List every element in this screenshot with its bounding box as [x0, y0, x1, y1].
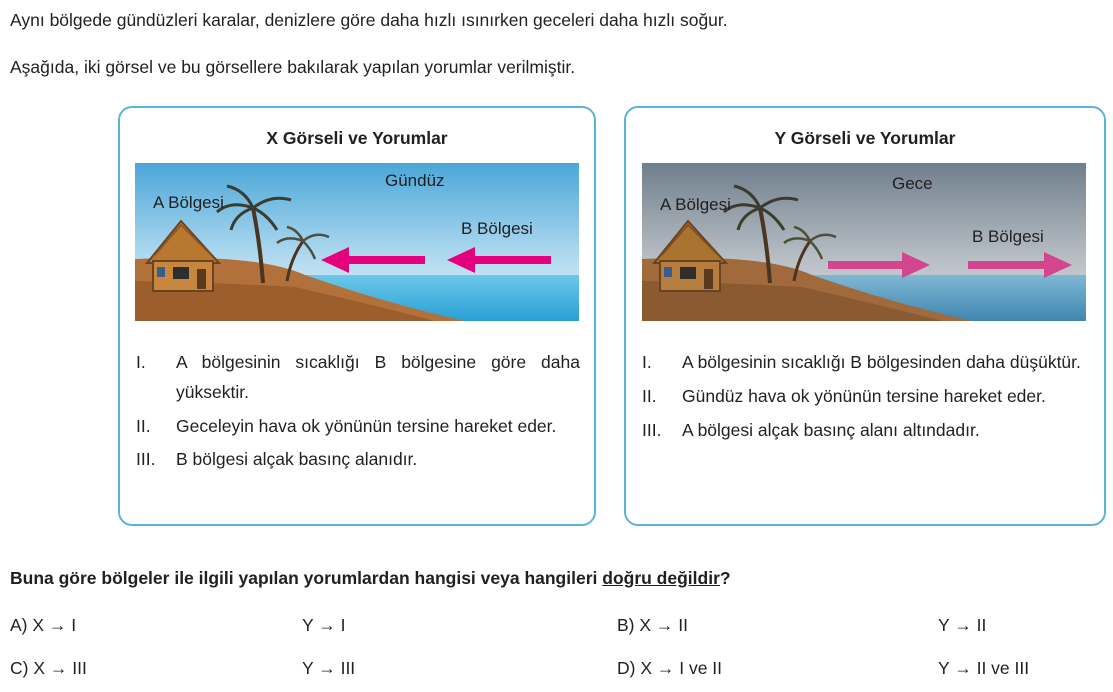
option-a-x[interactable]: A) X → I: [10, 615, 77, 635]
scene-y-label-a: A Bölgesi: [660, 195, 731, 214]
panel-x: [118, 106, 596, 526]
scene-x-illustration: [135, 163, 579, 321]
list-item: I. A bölgesinin sıcaklığı B bölgesinden daha düşüktür.: [642, 352, 1081, 372]
scene-x-time-label: Gündüz: [385, 171, 445, 190]
scene-x-label-b: B Bölgesi: [461, 219, 533, 238]
panel-y: [624, 106, 1106, 526]
list-item: II. Geceleyin hava ok yönünün tersine hareket eder.: [136, 415, 557, 436]
question-emphasis: doğru değildir: [602, 568, 720, 588]
intro-line-1: Aynı bölgede gündüzleri karalar, denizlere göre daha hızlı ısınırken geceleri daha hızlı soğur.: [10, 10, 728, 30]
panel-x-title: X Görseli ve Yorumlar: [266, 128, 448, 148]
list-item: II. Gündüz hava ok yönünün tersine hareket eder.: [642, 385, 1046, 406]
scene-x-daytime: [135, 163, 579, 321]
option-c-y[interactable]: Y → III: [302, 658, 356, 678]
panel-y-title: Y Görseli ve Yorumlar: [774, 128, 956, 148]
option-a-y[interactable]: Y → I: [302, 615, 346, 635]
panel-y-items: [642, 348, 1090, 449]
option-d-y[interactable]: Y → II ve III: [938, 658, 1030, 678]
list-item: III. B bölgesi alçak basınç alanıdır.: [136, 449, 418, 470]
scene-y-night: [642, 163, 1086, 321]
question-text: Buna göre bölgeler ile ilgili yapılan yorumlardan hangisi veya hangileri doğru değildir?: [10, 568, 731, 588]
option-c-x[interactable]: C) X → III: [10, 658, 87, 678]
list-item: III. A bölgesi alçak basınç alanı altındadır.: [642, 419, 980, 440]
panel-x-items: [136, 348, 580, 479]
intro-line-2: Aşağıda, iki görsel ve bu görsellere bakılarak yapılan yorumlar verilmiştir.: [10, 57, 576, 77]
list-item: I. A bölgesinin sıcaklığı B bölgesine göre daha yüksektir.: [136, 352, 580, 402]
scene-y-time-label: Gece: [892, 174, 933, 193]
option-b-y[interactable]: Y → II: [938, 615, 987, 635]
scene-x-label-a: A Bölgesi: [153, 193, 224, 212]
option-d-x[interactable]: D) X → I ve II: [617, 658, 723, 678]
scene-y-label-b: B Bölgesi: [972, 227, 1044, 246]
option-b-x[interactable]: B) X → II: [617, 615, 688, 635]
